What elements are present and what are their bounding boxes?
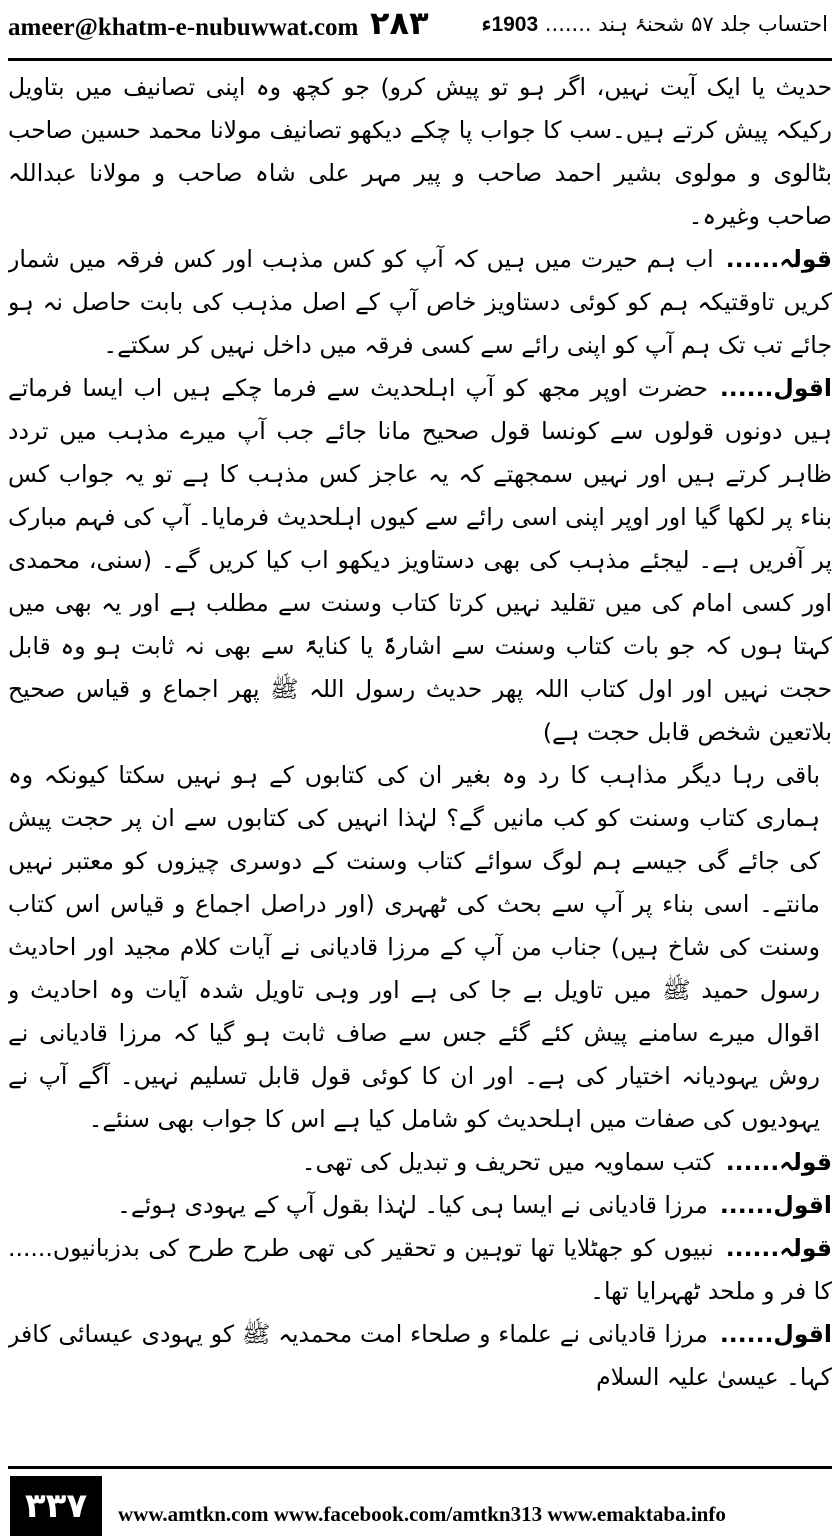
- paragraph: [8, 1184, 832, 1227]
- speaker-label: اقول......: [719, 1320, 832, 1348]
- page-footer: [0, 1466, 840, 1540]
- paragraph-text: مرزا قادیانی نے علماء و صلحاء امت محمدیہ ﷺ کو یہودی عیسائی کافر کہا۔ عیسیٰ علیہ السلام: [8, 1320, 832, 1391]
- header-title-text: احتساب جلد ۵۷ شحنۂ ہند .......: [544, 12, 828, 36]
- paragraph: [8, 754, 832, 1141]
- footer-divider: [8, 1466, 832, 1469]
- paragraph-text: کتب سماویہ میں تحریف و تبدیل کی تھی۔: [301, 1148, 714, 1176]
- paragraph-text: باقی رہا دیگر مذاہب کا رد وہ بغیر ان کی کتابوں کے ہو نہیں سکتا کیونکہ وہ ہماری کتاب وسنت کو کب مانیں گے؟ لہٰذا انہیں کی کتابوں سے ان پر حجت پیش کی جائے گی جیسے ہم لوگ سوائے کتاب وسنت کے دوسری چیزوں کو معتبر نہیں مانتے۔ اسی بناء پر آپ سے بحث کی ٹھہری (اور دراصل اجماع و قیاس اس کتاب وسنت کی شاخ ہیں) جناب من آپ کے مرزا قادیانی نے آیات کلام مجید اور احادیث رسول حمید ﷺ میں تاویل بے جا کی ہے اور وہی تاویل شدہ آیات وہ احادیث و اقوال میرے سامنے پیش کئے گئے جس سے صاف ثابت ہو گیا کہ مرزا قادیانی نے روش یہودیانہ اختیار کی ہے۔ اور ان کا کوئی قول قابل تسلیم نہیں۔ آگے آپ نے یہودیوں کی صفات میں اہلحدیث کو شامل کیا ہے اس کا جواب بھی سنئے۔: [8, 761, 820, 1133]
- header-title: [482, 12, 828, 37]
- speaker-label: قولہ......: [725, 1234, 832, 1262]
- header-divider: [8, 58, 832, 61]
- paragraph: [8, 66, 832, 238]
- header-email: ameer@khatm-e-nubuwwat.com: [8, 14, 359, 41]
- paragraph-text: حدیث یا ایک آیت نہیں، اگر ہو تو پیش کرو) جو کچھ وہ اپنی تصانیف میں بتاویل رکیکہ پیش کرتے ہیں۔سب کا جواب پا چکے دیکھو تصانیف مولانا محمد حسین صاحب بٹالوی و مولوی بشیر احمد صاحب و پیر مہر علی شاہ صاحب و مولانا عبداللہ صاحب وغیرہ۔: [8, 73, 832, 230]
- paragraph: [8, 1141, 832, 1184]
- footer-links: www.amtkn.com www.facebook.com/amtkn313 www.emaktaba.info: [118, 1502, 726, 1526]
- paragraph-text: حضرت اوپر مجھ کو آپ اہلحدیث سے فرما چکے ہیں اب ایسا فرماتے ہیں دونوں قولوں سے کونسا قول صحیح مانا جائے جب آپ میرے مذہب میں تردد ظاہر کرتے ہیں اور نہیں سمجھتے کہ یہ عاجز کس مذہب کا ہے تو یہ جواب کس بناء پر لکھا گیا اور اوپر اپنی اسی رائے سے کیوں اہلحدیث فرمایا۔ آپ کی فہم مبارک پر آفریں ہے۔ لیجئے مذہب کی بھی دستاویز دیکھو اب کیا کریں گے۔ (سنی، محمدی اور کسی امام کی میں تقلید نہیں کرتا کتاب وسنت سے مطلب ہے اور یہ بھی میں کہتا ہوں کہ جو بات کتاب وسنت سے اشارۃً یا کنایۃً سے بھی نہ ثابت ہو وہ قابل حجت نہیں اور اول کتاب اللہ پھر حدیث رسول اللہ ﷺ پھر اجماع و قیاس صحیح بلاتعین شخص قابل حجت ہے): [8, 374, 832, 746]
- paragraph: [8, 1313, 832, 1399]
- page-header: [0, 0, 840, 62]
- paragraph: [8, 367, 832, 754]
- footer-page-number: ۳۳۷: [10, 1476, 102, 1536]
- paragraph-text: نبیوں کو جھٹلایا تھا توہین و تحقیر کی تھی طرح طرح کی بدزبانیوں...... کا فر و ملحد ٹھہرایا تھا۔: [8, 1234, 832, 1305]
- paragraph-text: مرزا قادیانی نے ایسا ہی کیا۔ لہٰذا بقول آپ کے یہودی ہوئے۔: [117, 1191, 708, 1219]
- speaker-label: قولہ......: [725, 245, 832, 273]
- header-year: 1903ء: [481, 13, 539, 36]
- speaker-label: اقول......: [719, 1191, 832, 1219]
- paragraph: [8, 238, 832, 367]
- speaker-label: قولہ......: [725, 1148, 832, 1176]
- header-page-number: ۲۸۳: [370, 4, 429, 42]
- paragraph: [8, 1227, 832, 1313]
- speaker-label: اقول......: [719, 374, 832, 402]
- body-text: [8, 66, 832, 1450]
- paragraph-text: اب ہم حیرت میں ہیں کہ آپ کو کس مذہب اور کس فرقہ میں شمار کریں تاوقتیکہ ہم کو کوئی دستاویز خاص آپ کے اصل مذہب کی بابت حاصل نہ ہو جائے تب تک ہم آپ کو اپنی رائے سے کسی فرقہ میں داخل نہیں کر سکتے۔: [8, 245, 832, 359]
